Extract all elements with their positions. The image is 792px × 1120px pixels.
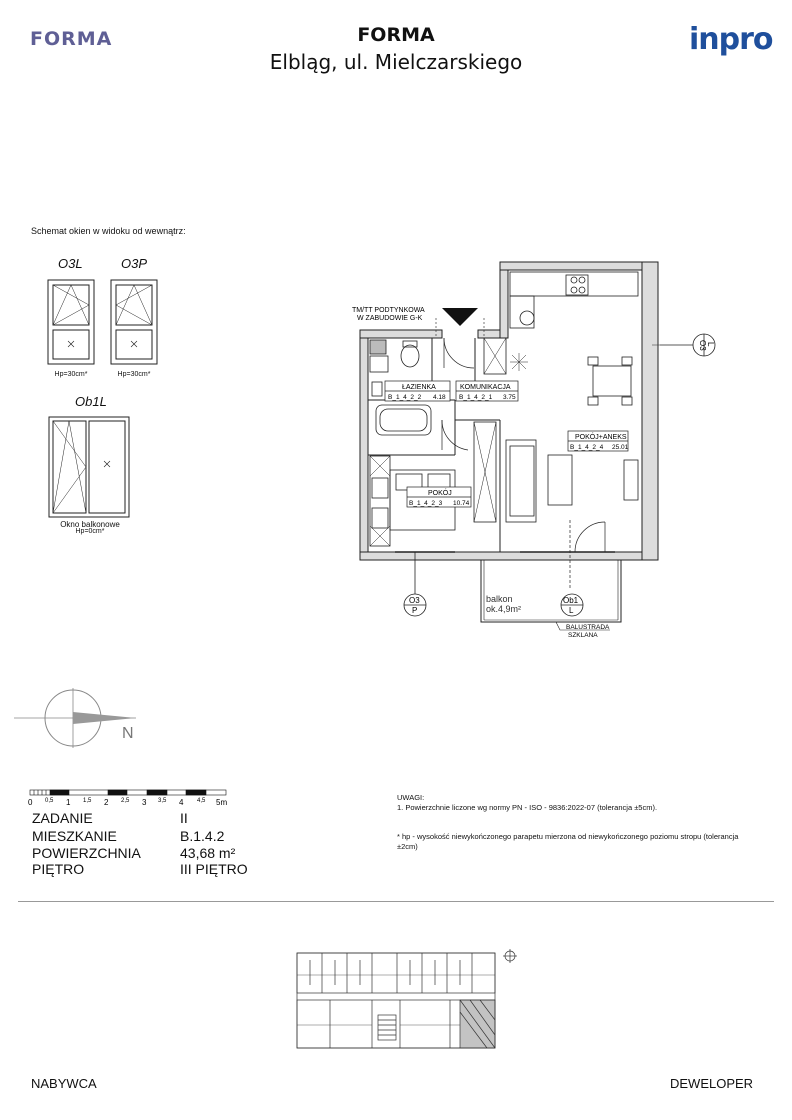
scale-tick-4: 4 bbox=[179, 798, 184, 807]
room-name-lazienka: ŁAZIENKA bbox=[402, 384, 436, 391]
scale-tick-1-5: 1,5 bbox=[83, 798, 92, 804]
scale-tick-2: 2 bbox=[104, 798, 109, 807]
page-title: FORMA bbox=[357, 24, 435, 46]
marker-3-bottom: L bbox=[569, 606, 574, 615]
marker-1-bottom: L bbox=[706, 342, 715, 347]
info-value-zadanie: II bbox=[180, 810, 188, 826]
scale-tick-3-5: 3,5 bbox=[158, 798, 167, 804]
scale-tick-2-5: 2,5 bbox=[121, 798, 130, 804]
scale-tick-1: 1 bbox=[66, 798, 71, 807]
compass-north-label: N bbox=[122, 725, 134, 742]
scale-tick-0-5: 0,5 bbox=[45, 798, 54, 804]
marker-2-top: O3 bbox=[409, 596, 420, 605]
window-code-o3l: O3L bbox=[58, 256, 83, 271]
notes-heading: UWAGI: bbox=[397, 793, 425, 802]
notes-line-2b: ±2cm) bbox=[397, 842, 418, 851]
window-code-ob1l: Ob1L bbox=[75, 394, 107, 409]
compass-icon bbox=[14, 688, 136, 748]
windows-heading: Schemat okien w widoku od wewnątrz: bbox=[31, 226, 186, 236]
scale-tick-0: 0 bbox=[28, 798, 33, 807]
window-caption-o3p: Hp=30cm* bbox=[117, 371, 151, 378]
info-value-powierzchnia: 43,68 m² bbox=[180, 845, 236, 861]
room-code-pokoj-aneks: B_1_4_2_4 bbox=[570, 444, 604, 451]
room-code-lazienka: B_1_4_2_2 bbox=[388, 394, 422, 401]
scale-bar bbox=[30, 790, 226, 795]
info-value-mieszkanie: B.1.4.2 bbox=[180, 828, 225, 844]
scale-tick-3: 3 bbox=[142, 798, 147, 807]
info-label-pietro: PIĘTRO bbox=[32, 861, 85, 877]
info-label-zadanie: ZADANIE bbox=[32, 810, 93, 826]
balcony-label: balkon bbox=[486, 594, 513, 604]
window-caption-ob1l-hp: Hp=0cm* bbox=[75, 528, 105, 535]
room-area-pokoj-aneks: 25.01 bbox=[612, 444, 629, 451]
marker-1-top: O3 bbox=[698, 340, 707, 351]
marker-3-top: Ob1 bbox=[563, 596, 579, 605]
inpro-logo: inpro bbox=[689, 22, 773, 57]
footer-developer: DEWELOPER bbox=[670, 1076, 754, 1091]
window-caption-o3l: Hp=30cm* bbox=[54, 371, 88, 378]
window-caption-ob1l-type: Okno balkonowe bbox=[60, 520, 120, 529]
info-label-powierzchnia: POWIERZCHNIA bbox=[32, 845, 141, 861]
entrance-arrow-icon bbox=[442, 308, 478, 326]
marker-2-bottom: P bbox=[412, 606, 418, 615]
window-o3p-drawing bbox=[111, 280, 157, 364]
scale-tick-5: 5m bbox=[216, 798, 228, 807]
room-name-komunikacja: KOMUNIKACJA bbox=[460, 384, 511, 391]
plan-note-1: TM/TT PODTYNKOWA bbox=[352, 307, 425, 314]
notes-line-1: 1. Powierzchnie liczone wg normy PN - ISO - 9836:2022-07 (tolerancja ±5cm). bbox=[397, 803, 658, 812]
room-name-pokoj-aneks: POKÓJ+ANEKS bbox=[575, 434, 627, 441]
info-value-pietro: III PIĘTRO bbox=[180, 861, 248, 877]
room-area-lazienka: 4.18 bbox=[433, 394, 446, 401]
scale-tick-4-5: 4,5 bbox=[197, 798, 206, 804]
notes-line-2a: * hp - wysokość niewykończonego parapetu mierzona od niewykończonego poziomu stropu (tolerancja bbox=[397, 832, 739, 841]
divider-line bbox=[18, 901, 774, 902]
room-area-komunikacja: 3.75 bbox=[503, 394, 516, 401]
balcony-area: ok.4,9m² bbox=[486, 604, 522, 614]
room-name-pokoj: POKÓJ bbox=[428, 490, 452, 497]
plan-note-2: W ZABUDOWIE G-K bbox=[357, 315, 423, 322]
railing-label-2: SZKLANA bbox=[568, 632, 598, 639]
page-subtitle: Elbląg, ul. Mielczarskiego bbox=[269, 50, 523, 74]
railing-label-1: BALUSTRADA bbox=[566, 624, 610, 631]
room-area-pokoj: 10.74 bbox=[453, 500, 470, 507]
info-label-mieszkanie: MIESZKANIE bbox=[32, 828, 117, 844]
window-code-o3p: O3P bbox=[121, 256, 148, 271]
footer-buyer: NABYWCA bbox=[31, 1076, 97, 1091]
window-ob1l-drawing bbox=[49, 417, 129, 517]
window-o3l-drawing bbox=[48, 280, 94, 364]
room-code-komunikacja: B_1_4_2_1 bbox=[459, 394, 493, 401]
key-plan bbox=[297, 949, 517, 1048]
forma-logo: FORMA bbox=[30, 28, 113, 50]
room-code-pokoj: B_1_4_2_3 bbox=[409, 500, 443, 507]
